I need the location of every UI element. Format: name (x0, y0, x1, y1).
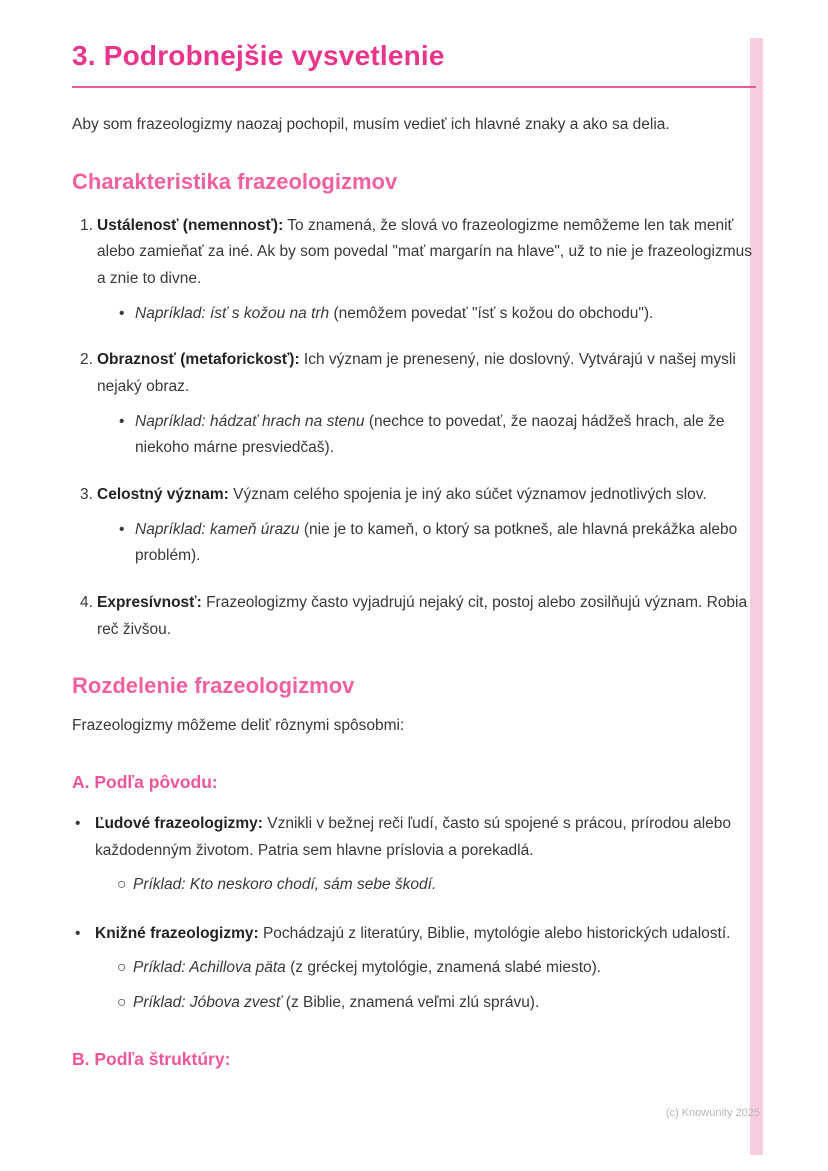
list-item (72, 347, 756, 462)
circle-bullet-icon: ○ (117, 876, 127, 894)
list-item (72, 213, 756, 328)
list-item-body (97, 347, 756, 462)
list-item-text (97, 482, 756, 509)
bullet-icon: • (119, 520, 125, 538)
example-phrase: Napríklad: hádzať hrach na stenu (135, 412, 365, 430)
term-label: Expresívnosť: (97, 593, 202, 611)
list-item-body (97, 213, 756, 328)
term-label: Knižné frazeologizmy: (95, 924, 259, 942)
example-note: (nemôžem povedať "ísť s kožou do obchodu"). (329, 304, 654, 322)
example-note: (z gréckej mytológie, znamená slabé miesto). (285, 959, 602, 977)
origin-list (72, 811, 756, 1017)
bullet-icon: • (75, 924, 81, 942)
section-heading-division: Rozdelenie frazeologizmov (72, 673, 355, 699)
page-title: 3. Podrobnejšie vysvetlenie (72, 40, 445, 71)
term-label: Ľudové frazeologizmy: (95, 814, 263, 832)
term-label: Obraznosť (metaforickosť): (97, 351, 300, 369)
characteristics-list (72, 213, 756, 644)
list-item-text (97, 590, 756, 643)
list-item-text (95, 921, 756, 948)
circle-bullet-icon: ○ (117, 959, 127, 977)
list-item-body (95, 921, 756, 1017)
division-intro-paragraph: Frazeologizmy môžeme deliť rôznymi spôsobmi: (72, 717, 405, 735)
list-item-text (95, 811, 756, 864)
example-note: (nie je to kameň, o ktorý sa potkneš, ale hlavná prekážka alebo problém). (135, 520, 738, 565)
example-text (133, 955, 601, 982)
example-item (97, 409, 756, 462)
list-item (72, 482, 756, 570)
list-item (72, 921, 756, 1017)
term-description: Význam celého spojenia je iný ako súčet významov jednotlivých slov. (228, 485, 707, 503)
term-label: Ustálenosť (nemennosť): (97, 216, 284, 234)
example-item (95, 990, 756, 1017)
title-divider (72, 86, 756, 88)
example-item (95, 872, 756, 899)
list-item-body (97, 482, 756, 570)
example-text (135, 301, 653, 328)
example-item (97, 517, 756, 570)
example-text (133, 990, 539, 1017)
subheading-origin: A. Podľa pôvodu: (72, 771, 218, 792)
list-item-text (97, 213, 756, 293)
copyright-notice: (c) Knowunity 2025 (665, 1107, 760, 1119)
list-number: 1. (80, 216, 93, 234)
example-phrase: Príklad: Achillova päta (133, 959, 286, 977)
list-item-text (97, 347, 756, 400)
term-label: Celostný význam: (97, 485, 229, 503)
example-phrase: Napríklad: kameň úrazu (135, 520, 300, 538)
list-number: 3. (80, 485, 93, 503)
bullet-icon: • (119, 304, 125, 322)
list-number: 4. (80, 593, 93, 611)
bullet-icon: • (75, 814, 81, 832)
example-note: (nechce to povedať, že naozaj hádžeš hrach, ale že niekoho márne presviedčaš). (135, 412, 725, 457)
example-phrase: Napríklad: ísť s kožou na trh (135, 304, 330, 322)
example-phrase: Príklad: Jóbova zvesť (133, 994, 282, 1012)
list-item-body (97, 590, 756, 643)
section-heading-characteristics: Charakteristika frazeologizmov (72, 168, 398, 194)
term-description: Ich význam je prenesený, nie doslovný. Vytvárajú v našej mysli nejaký obraz. (97, 351, 736, 395)
example-text (133, 872, 436, 899)
example-note: (z Biblie, znamená veľmi zlú správu). (281, 994, 540, 1012)
list-item (72, 590, 756, 643)
circle-bullet-icon: ○ (117, 994, 127, 1012)
list-number: 2. (80, 351, 93, 369)
subheading-structure: B. Podľa štruktúry: (72, 1048, 231, 1069)
term-description: Frazeologizmy často vyjadrujú nejaký cit, postoj alebo zosilňujú význam. Robia reč živšou. (97, 593, 748, 638)
list-item-body (95, 811, 756, 899)
bullet-icon: • (119, 412, 125, 430)
example-item (97, 301, 756, 328)
example-item (95, 955, 756, 982)
example-text (135, 409, 756, 462)
term-description: To znamená, že slová vo frazeologizme nemôžeme len tak meniť alebo zamieňať za iné. Ak by som povedal "mať margarín na hlave", už to nie je frazeologizmus a znie to divne. (97, 216, 753, 287)
intro-paragraph: Aby som frazeologizmy naozaj pochopil, musím vedieť ich hlavné znaky a ako sa delia. (72, 116, 670, 133)
term-description: Vznikli v bežnej reči ľudí, často sú spojené s prácou, prírodou alebo každodenným životom. Patria sem hlavne príslovia a porekadlá. (95, 814, 731, 859)
term-description: Pochádzajú z literatúry, Biblie, mytológie alebo historických udalostí. (258, 924, 731, 942)
example-text (135, 517, 756, 570)
example-phrase: Príklad: Kto neskoro chodí, sám sebe škodí. (133, 876, 437, 894)
list-item (72, 811, 756, 899)
